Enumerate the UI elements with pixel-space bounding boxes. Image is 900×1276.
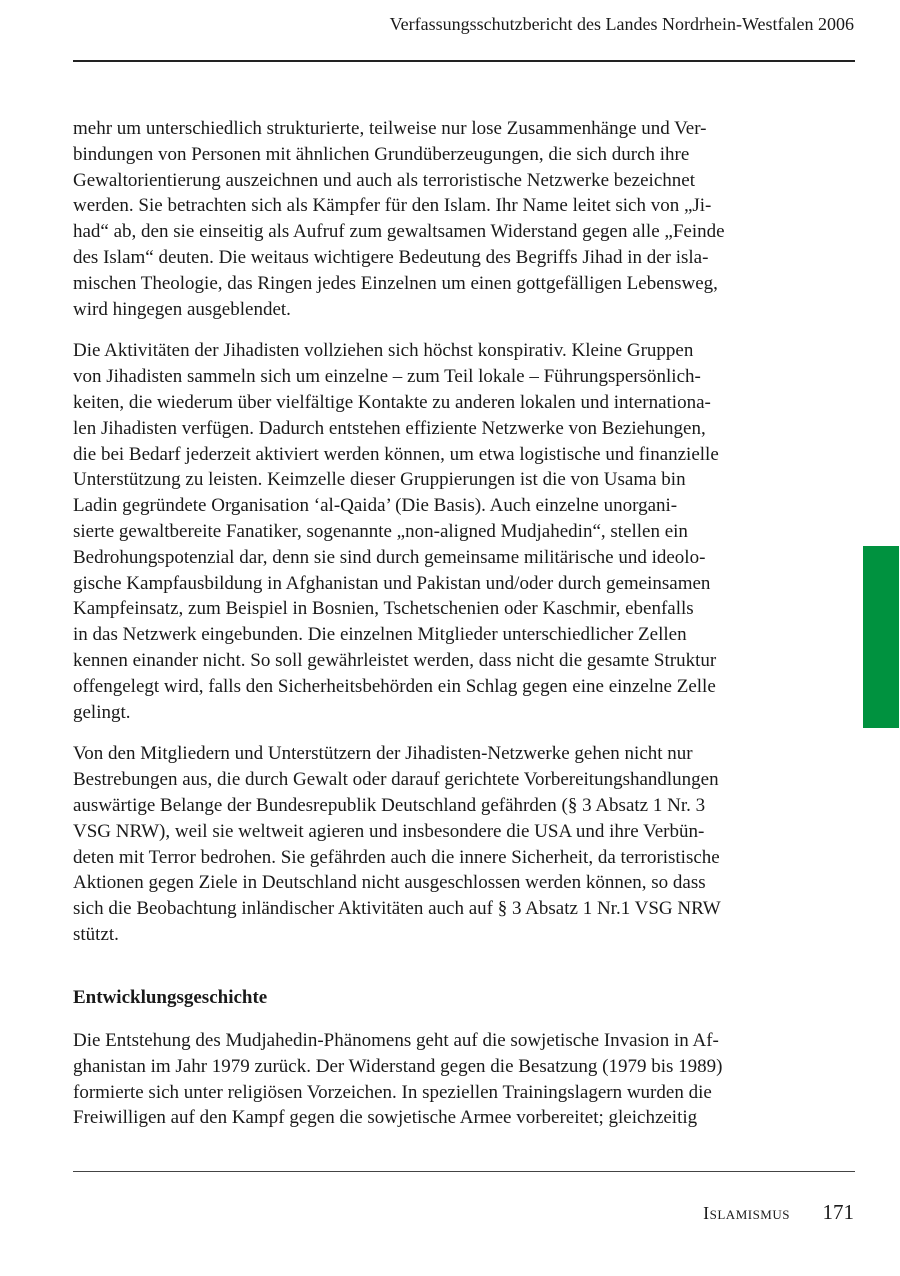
section-paragraph: [73, 1028, 833, 1131]
paragraph-3: [73, 741, 833, 947]
text-line: VSG NRW), weil sie weltweit agieren und insbesondere die USA und ihre Verbün-: [73, 820, 705, 842]
text-line: mehr um unterschiedlich strukturierte, teilweise nur lose Zusammenhänge und Ver-: [73, 118, 707, 139]
section-heading: Entwicklungsgeschichte: [73, 987, 268, 1008]
text-line: had“ ab, den sie einseitig als Aufruf zum gewaltsamen Widerstand gegen alle „Feinde: [73, 221, 725, 243]
text-line: offengelegt wird, falls den Sicherheitsbehörden ein Schlag gegen eine einzelne Zelle: [73, 675, 716, 697]
text-line: des Islam“ deuten. Die weitaus wichtigere Bedeutung des Begriffs Jihad in der isla-: [73, 246, 709, 268]
text-line: keiten, die wiederum über vielfältige Kontakte zu anderen lokalen und internationa-: [73, 391, 711, 413]
text-line: formierte sich unter religiösen Vorzeichen. In speziellen Trainingslagern wurden die: [73, 1081, 712, 1103]
page-number: 171: [822, 1200, 854, 1224]
text-line: len Jihadisten verfügen. Dadurch entstehen effiziente Netzwerke von Beziehungen,: [73, 417, 706, 439]
text-line: werden. Sie betrachten sich als Kämpfer für den Islam. Ihr Name leitet sich von „Ji-: [73, 195, 712, 217]
text-line: auswärtige Belange der Bundesrepublik Deutschland gefährden (§ 3 Absatz 1 Nr. 3: [73, 794, 706, 816]
text-line: kennen einander nicht. So soll gewährleistet werden, dass nicht die gesamte Struktur: [73, 649, 717, 671]
paragraph-2: [73, 338, 833, 725]
text-line: Bestrebungen aus, die durch Gewalt oder darauf gerichtete Vorbereitungshandlungen: [73, 769, 719, 791]
text-line: Ladin gegründete Organisation ‘al-Qaida’ (Die Basis). Auch einzelne unorgani-: [73, 495, 678, 517]
text-line: Unterstützung zu leisten. Keimzelle dieser Gruppierungen ist die von Usama bin: [73, 469, 686, 491]
text-line: ghanistan im Jahr 1979 zurück. Der Widerstand gegen die Besatzung (1979 bis 1989): [73, 1055, 723, 1077]
footer-divider: [73, 1171, 855, 1172]
text-line: Die Entstehung des Mudjahedin-Phänomens geht auf die sowjetische Invasion in Af-: [73, 1030, 719, 1051]
text-line: Gewaltorientierung auszeichnen und auch als terroristische Netzwerke bezeichnet: [73, 169, 695, 191]
text-line: deten mit Terror bedrohen. Sie gefährden auch die innere Sicherheit, da terroristische: [73, 846, 720, 868]
header-divider: [73, 60, 855, 62]
footer-section-label: Islamismus: [703, 1203, 790, 1223]
text-line: wird hingegen ausgeblendet.: [73, 298, 291, 320]
text-line: in das Netzwerk eingebunden. Die einzelnen Mitglieder unterschiedlicher Zellen: [73, 624, 687, 646]
paragraph-1: [73, 116, 833, 322]
text-line: gelingt.: [73, 701, 131, 723]
body-text: [73, 116, 833, 964]
text-line: Von den Mitgliedern und Unterstützern der Jihadisten-Netzwerke gehen nicht nur: [73, 743, 693, 765]
running-header-title: Verfassungsschutzbericht des Landes Nordrhein-Westfalen 2006: [389, 14, 854, 34]
section-body-text: [73, 1028, 833, 1131]
text-line: Die Aktivitäten der Jihadisten vollziehen sich höchst konspirativ. Kleine Gruppen: [73, 340, 694, 362]
text-line: Kampfeinsatz, zum Beispiel in Bosnien, Tschetschenien oder Kaschmir, ebenfalls: [73, 598, 694, 620]
text-line: bindungen von Personen mit ähnlichen Grundüberzeugungen, die sich durch ihre: [73, 143, 690, 165]
text-line: mischen Theologie, das Ringen jedes Einzelnen um einen gottgefälligen Lebensweg,: [73, 272, 718, 294]
text-line: sierte gewaltbereite Fanatiker, sogenannte „non-aligned Mudjahedin“, stellen ein: [73, 520, 688, 542]
text-line: Aktionen gegen Ziele in Deutschland nicht ausgeschlossen werden können, so dass: [73, 872, 706, 894]
text-line: von Jihadisten sammeln sich um einzelne – zum Teil lokale – Führungspersönlich-: [73, 366, 701, 388]
chapter-thumb-tab: [863, 546, 899, 728]
text-line: Freiwilligen auf den Kampf gegen die sowjetische Armee vorbereitet; gleichzeitig: [73, 1107, 698, 1129]
text-line: sich die Beobachtung inländischer Aktivitäten auch auf § 3 Absatz 1 Nr.1 VSG NRW: [73, 898, 721, 920]
text-line: stützt.: [73, 923, 119, 945]
text-line: die bei Bedarf jederzeit aktiviert werden können, um etwa logistische und finanzielle: [73, 443, 719, 465]
text-line: Bedrohungspotenzial dar, denn sie sind durch gemeinsame militärische und ideolo-: [73, 546, 706, 568]
text-line: gische Kampfausbildung in Afghanistan und Pakistan und/oder durch gemeinsamen: [73, 572, 711, 594]
